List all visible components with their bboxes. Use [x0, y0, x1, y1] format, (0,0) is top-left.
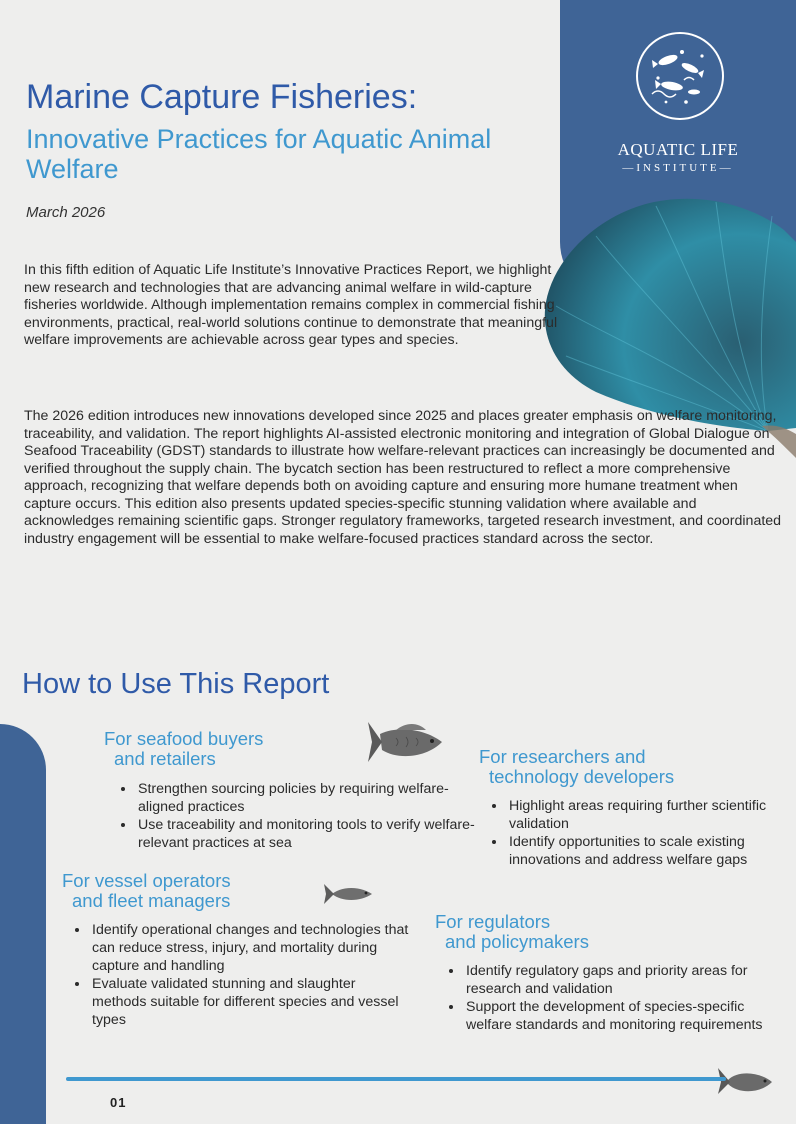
- audience-title-vessel: [62, 871, 231, 911]
- intro-paragraph-1: In this fifth edition of Aquatic Life Institute’s Innovative Practices Report, we highlight new research and technologies that are advancing animal welfare in wild-capture fisheries worldwide. Although implementation remains complex in commercial fishing environments, practical, real-world solutions continue to demonstrate that meaningful welfare improvements are achievable across gear types and species.: [24, 262, 558, 348]
- audience-title-researchers: [479, 747, 674, 787]
- audience-list-vessel: [74, 921, 410, 1029]
- page-number: 01: [110, 1095, 127, 1110]
- intro-paragraph-2: The 2026 edition introduces new innovations developed since 2025 and places greater emphasis on welfare monitoring, traceability, and validation. The report highlights AI-assisted electronic monitoring and integration of Global Dialogue on Seafood Traceability (GDST) standards to illustrate how welfare-relevant practices can increasingly be documented and verified throughout the supply chain. The bycatch section has been restructured to reflect a more comprehensive approach, recognizing that welfare depends both on avoiding capture and ensuring more humane treatment when capture occurs. This edition also presents updated species-specific stunning validation where available and acknowledges remaining scientific gaps. Stronger regulatory frameworks, targeted research investment, and coordinated industry engagement will be essential to make welfare-focused practices standard across the sector.: [24, 408, 782, 547]
- list-item: • Evaluate validated stunning and slaughter methods suitable for different species and vessel types: [90, 975, 410, 1029]
- report-title: Marine Capture Fisheries:: [26, 78, 418, 116]
- list-item: • Identify regulatory gaps and priority areas for research and validation: [464, 962, 794, 998]
- audience-title-regulators: [435, 912, 589, 952]
- fish-icon: [322, 880, 374, 908]
- audience-title-line: For researchers and: [479, 746, 646, 767]
- list-item: • Support the development of species-specific welfare standards and monitoring requirements: [464, 998, 794, 1034]
- list-item: • Identify operational changes and technologies that can reduce stress, injury, and mortality during capture and handling: [90, 921, 410, 975]
- list-item: • Strengthen sourcing policies by requiring welfare-aligned practices: [136, 780, 481, 816]
- fish-icon: [716, 1064, 774, 1098]
- audience-title-line: technology developers: [489, 766, 675, 787]
- footer-divider: [66, 1077, 726, 1081]
- side-accent-strip: [0, 724, 46, 1124]
- report-subtitle: Innovative Practices for Aquatic Animal Welfare: [26, 124, 492, 184]
- audience-title-line: and policymakers: [445, 931, 589, 952]
- audience-title-line: For regulators: [435, 911, 551, 932]
- audience-list-buyers: [120, 780, 481, 852]
- section-heading-how-to-use: How to Use This Report: [22, 668, 330, 700]
- audience-title-line: and fleet managers: [72, 890, 231, 911]
- brand-subtitle: —INSTITUTE—: [622, 162, 734, 174]
- audience-title-line: For vessel operators: [62, 870, 231, 891]
- brand-name: AQUATIC LIFE: [617, 140, 739, 159]
- audience-title-buyers: [104, 729, 263, 769]
- fish-icon: [366, 716, 450, 768]
- report-date: March 2026: [26, 204, 106, 221]
- audience-title-line: For seafood buyers: [104, 728, 264, 749]
- audience-title-line: and retailers: [114, 748, 216, 769]
- list-item: • Highlight areas requiring further scientific validation: [507, 797, 796, 833]
- fish-seal-logo-icon: [636, 32, 724, 120]
- audience-list-researchers: [491, 797, 796, 869]
- list-item: • Identify opportunities to scale existing innovations and address welfare gaps: [507, 833, 796, 869]
- audience-list-regulators: [448, 962, 794, 1034]
- list-item: • Use traceability and monitoring tools to verify welfare-relevant practices at sea: [136, 816, 481, 852]
